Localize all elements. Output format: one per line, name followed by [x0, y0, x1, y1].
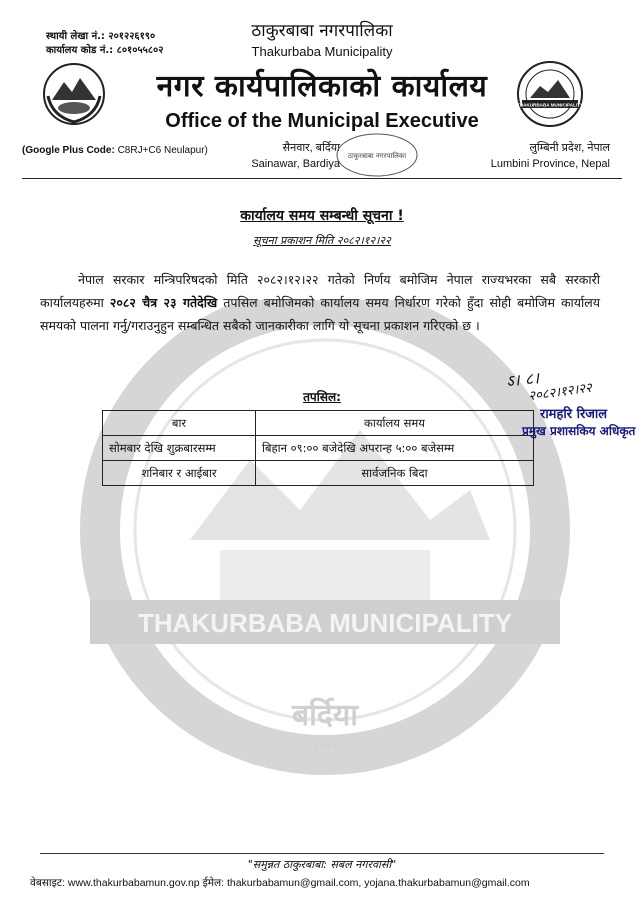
notice-body-part1: नेपाल सरकार मन्त्रिपरिषदको मिति २०८२।१२।२२ गतेको निर्णय बमोजिम नेपाल राज्यभरका सबै सरकारी कार्यालयहरुमा [40, 272, 600, 310]
tapsil-label: तपसिल: [303, 390, 341, 404]
municipality-name-en: Thakurbaba Municipality [251, 44, 393, 59]
pan-number: स्थायी लेखा नं.: २०१२२६१९० [46, 31, 156, 42]
address-ne: सैनवार, बर्दिया [282, 142, 340, 154]
office-code: कार्यालय कोड नं.: ८०१०५५८०२ [46, 45, 164, 56]
municipality-logo-text: THAKURBABA MUNICIPALITY [516, 102, 584, 108]
office-title-ne: नगर कार्यपालिकाको कार्यालय [156, 69, 488, 104]
row-day: शनिबार र आईबार [103, 461, 256, 486]
footer-divider [40, 853, 604, 854]
municipality-name-ne: ठाकुरबाबा नगरपालिका [251, 21, 393, 41]
office-stamp [335, 132, 419, 178]
stamp-text: ठाकुरबाबा नगरपालिका [347, 152, 407, 160]
watermark-banner: THAKURBABA MUNICIPALITY [137, 608, 513, 638]
signatory-name: रामहरि रिजाल [540, 407, 608, 422]
watermark-year: २०७३ [312, 739, 338, 753]
province-ne: लुम्बिनी प्रदेश, नेपाल [529, 142, 610, 154]
table-row [103, 461, 534, 486]
footer-contact: वेबसाइट: www.thakurbabamun.gov.np ईमेल: thakurbabamun@gmail.com, yojana.thakurbabamun@gmail.com [30, 877, 530, 889]
gplus-label: (Google Plus Code: [22, 145, 115, 156]
table-row [103, 436, 534, 461]
signature-date: २०८२।१२।२२ [527, 380, 593, 405]
notice-title: कार्यालय समय सम्बन्धी सूचना ! [240, 208, 404, 224]
row-time: बिहान ०९:०० बजेदेखि अपरान्ह ५:०० बजेसम्म [256, 436, 534, 461]
province-en: Lumbini Province, Nepal [490, 158, 610, 170]
notice-body [40, 268, 600, 337]
watermark-emblem [70, 300, 580, 810]
schedule-table [102, 410, 534, 486]
row-time: सार्वजनिक बिदा [256, 461, 534, 486]
footer-slogan: "समुन्नत ठाकुरबाबा: सबल नगरवासी" [247, 858, 397, 871]
gplus-value: C8RJ+C6 Neulapur) [117, 145, 208, 156]
address [240, 140, 340, 172]
publish-date: सूचना प्रकाशन मिति २०८२।१२।२२ [253, 234, 391, 247]
header-divider [22, 178, 622, 179]
signature-mark: ऽ। ८। [505, 368, 540, 391]
header-day: बार [103, 411, 256, 436]
province [440, 140, 610, 172]
office-title-en: Office of the Municipal Executive [165, 110, 479, 132]
header-time: कार्यालय समय [256, 411, 534, 436]
table-header-row [103, 411, 534, 436]
notice-body-part2: तपसिल बमोजिमको कार्यालय समय निर्धारण गरेको हुँदा सोही बमोजिम कार्यालय समयको पालना गर्नु/गराउनुहुन सम्बन्धित सबैको जानकारीका लागि यो सूचना प्रकाशन गरिएको छ । [40, 295, 600, 333]
google-plus-code [22, 145, 208, 156]
notice-body-bold: २०८२ चैत्र २३ गतेदेखि [109, 295, 218, 310]
signatory-title: प्रमुख प्रशासकिय अधिकृत [522, 424, 636, 438]
watermark-district: बर्दिया [292, 698, 358, 733]
address-en: Sainawar, Bardiya [251, 158, 340, 170]
row-day: सोमबार देखि शुक्रबारसम्म [103, 436, 256, 461]
